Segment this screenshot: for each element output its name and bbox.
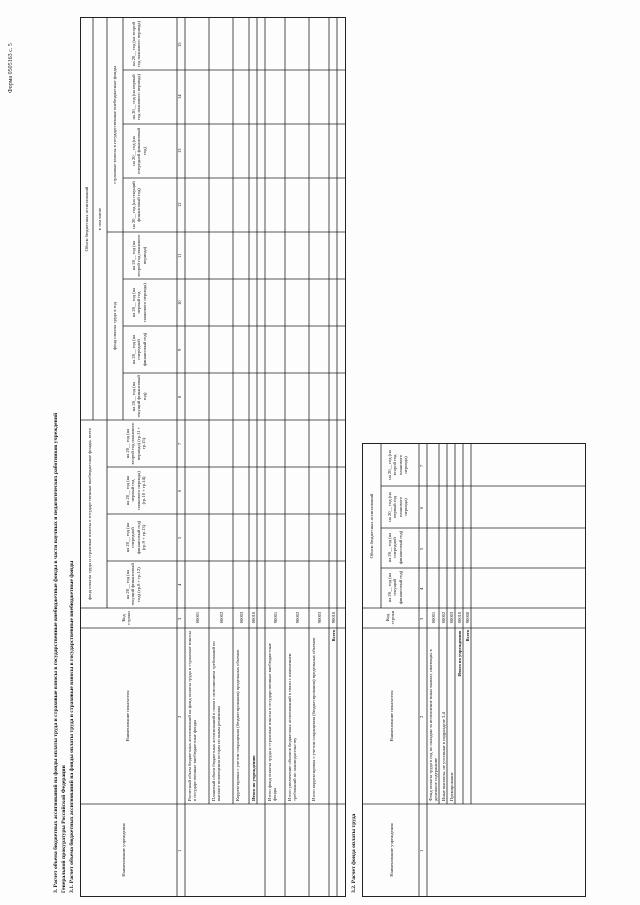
t1-col5-header: на 20__ год (на очередной финансовый год) (гр.9 + гр.13) [125,520,146,555]
t1-column-numbers [178,18,185,896]
t1-row-name: Итого увеличение объемов бюджетных ассигнований в связи с изменением требований по законодательству [287,653,298,801]
t1-row-code: 90002 [295,611,300,624]
t1-row-name: Итого по учреждению [251,755,256,801]
t2-row-code: 00003 [449,611,454,624]
t1-row-name: Корректировка с учетом сокращения (бюджетирования) предельных объемов [235,649,240,801]
t2-header-institution: Наименование учреждения [389,823,394,877]
t1-num-13: 13 [177,148,182,153]
t1-num-5: 5 [177,536,182,539]
t1-num-9: 9 [177,348,182,351]
t1-num-1: 1 [177,849,182,852]
t1-col10-header: на 20__ год (на первый год планового периода) [131,283,147,322]
t2-col5-header: на 20__ год (на очередной финансовый год) [387,530,403,565]
t1-num-15: 15 [177,42,182,47]
t1-col12-header: на 20__ год (на текущий финансовый год) [131,181,142,229]
t1-row-code: 90003 [317,611,322,624]
t1-col11-header: на 20__ год (на второй год планового периода) [131,234,147,277]
subsection-3-1-title: 3.1. Расчет объема бюджетных ассигнований на фонды оплаты труда и страховые взносы в государственные внебюджетные фонды [69,560,75,893]
t1-row-name: Расчетный объем бюджетных ассигнований на фонд оплаты труда и страховые взносы в государственные внебюджетные фонды [187,631,198,801]
t1-header-code: Код строки [121,611,132,625]
t2-row-name: Иные выплаты, не учтенные в подразделе 3.4 [441,712,446,801]
t1-col4-header: на 20__ год (на текущий финансовый год) (гр.8 + гр.12) [125,563,141,606]
t1-row-name: Плановый объем бюджетных ассигнований в связи с исполнением требований по выплате возмещения истцам по иным решениям [211,641,222,801]
t2-col4-header: на 20__ год (на текущий финансовый год) [387,570,403,605]
t2-row-name: Итого по учреждению [457,631,462,677]
t1-num-7: 7 [177,442,182,445]
t2-num-3: 3 [419,617,424,620]
t2-num-5: 5 [419,547,424,550]
t2-row-code: 00002 [441,611,446,624]
t1-col6-header: на 20__ год (на первый год планового периода) (гр.10 + гр.14) [125,471,146,510]
t1-col13-header: на 20__ год (на очередной финансовый год) [131,128,147,174]
table-3-1 [80,17,346,897]
t1-header-insurance: страховые взносы в государственные внебюджетные фонды [112,66,117,184]
t1-row-code: 00010 [251,611,256,624]
t1-row-code: 00003 [239,611,244,624]
t2-num-7: 7 [419,464,424,467]
t1-row-name: Итого фонд оплаты труда и страховые взносы в государственные внебюджетные фонды [267,643,278,801]
t1-col14-header: на 20__ год (на первый год планового периода) [131,74,142,120]
t2-col7-header: на 20__ год (на второй год планового периода) [387,450,408,480]
t1-row-name: Всего [331,630,336,642]
t2-num-4: 4 [419,587,424,590]
t2-num-6: 6 [419,506,424,509]
t1-num-14: 14 [177,94,182,99]
t1-header-budget: Объем бюджетных ассигнований [84,186,89,252]
t2-num-1: 1 [419,849,424,852]
t1-num-12: 12 [177,202,182,207]
t1-num-4: 4 [177,583,182,586]
t2-row-code: 90000 [465,611,470,624]
t2-header-indicator: Наименование показателя [389,690,394,742]
ministry-label: Генеральной прокуратуры Российской Федерации [61,765,67,893]
t1-row-code: 00002 [219,611,224,624]
t1-row-code: 90010 [331,611,336,624]
t2-num-2: 2 [419,715,424,718]
t1-header-indicator: Наименование показателя [125,690,130,742]
form-number: Форма 0505163 с. 5 [8,43,14,93]
t1-num-2: 2 [177,715,182,718]
t2-col6-header: на 20__ год (на первый год планового периода) [387,492,408,522]
t1-col15-header: на 20__ год (на второй год планового периода) [131,21,142,67]
t1-num-10: 10 [177,300,182,305]
t1-num-6: 6 [177,489,182,492]
section-title: 3. Расчет объема бюджетных ассигнований на фонды оплаты труда и страховые взносы в государственные внебюджетные фонды в части научных и педагогических работников учреждений [53,412,59,893]
t1-col9-header: на 20__ год (на очередной финансовый год) [131,332,147,367]
t1-header-institution: Наименование учреждения [121,823,126,877]
t1-row-code: 90001 [273,611,278,624]
t2-row-name: Всего [465,630,470,642]
t2-header-code: Код строки [385,610,396,625]
t1-header-incl: в том числе [97,207,102,231]
t2-header-budget: Объем бюджетных ассигнований [369,493,374,559]
t1-num-11: 11 [177,253,182,258]
table-3-2 [362,443,586,897]
t2-row-code: 00010 [457,611,462,624]
t2-column-numbers [420,444,427,896]
t1-header-fot: фонд оплаты труда в год [112,302,117,350]
t1-num-8: 8 [177,395,182,398]
t1-row-name: Итого корректировка с учетом сокращения (бюджетирования) предельных объемов [311,637,316,801]
t1-col8-header: на 20__ год (на текущий финансовый год) [131,375,147,418]
t1-header-group1: фонд оплаты труда и страховые взносы в государственные внебюджетные фонды, всего [87,427,92,601]
t1-num-3: 3 [177,617,182,620]
t1-col7-header: на 20__ год (на второй год планового периода) (гр.11 + гр.15) [125,422,146,465]
t1-row-code: 00001 [195,611,200,624]
t2-row-name: Премирование [449,772,454,801]
t2-row-name: Фонд оплаты труда в год по окладам за исполнение иных выплат, имеющих в денежное содержание [428,649,439,801]
subsection-3-2-title: 3.2. Расчет фонда оплаты труда [351,813,357,893]
t2-row-code: 00001 [431,611,436,624]
